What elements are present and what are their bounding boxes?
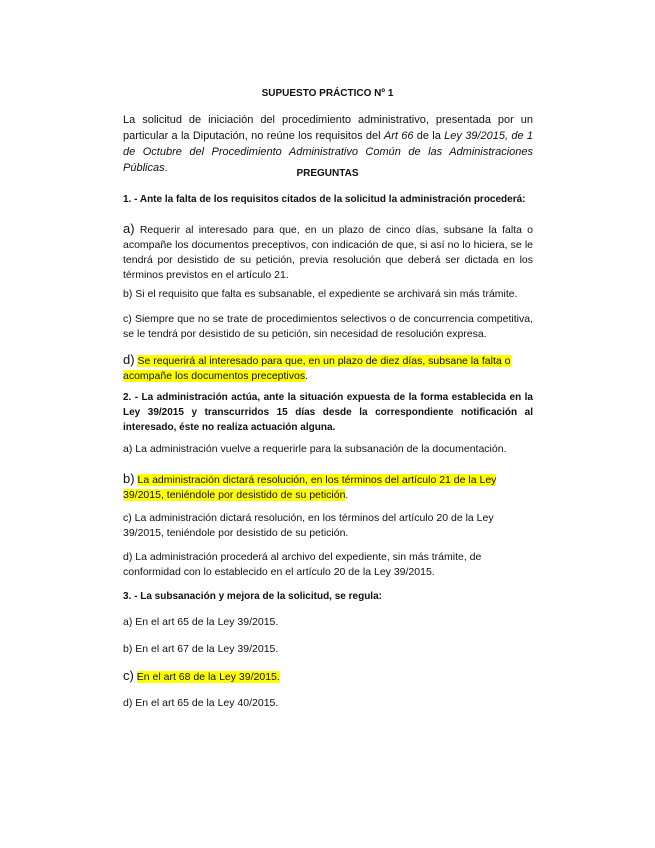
question-1-stem: 1. - Ante la falta de los requisitos citados de la solicitud la administración procederá: bbox=[123, 194, 526, 205]
option-letter: d) bbox=[123, 551, 133, 563]
option-letter: c) bbox=[123, 668, 134, 683]
option-text: Siempre que no se trate de procedimientos selectivos o de concurrencia competitiva, se le tendrá por desistido de su petición, sin necesidad de resolución expresa. bbox=[123, 313, 533, 340]
option-letter: d) bbox=[123, 352, 135, 367]
question-3-option-a bbox=[123, 615, 533, 630]
question-2-stem: 2. - La administración actúa, ante la situación expuesta de la forma establecida en la Ley 39/2015 y transcurridos 15 días desde la correspondiente notificación al interesado, éste no realiza actuación alguna. bbox=[123, 392, 533, 433]
option-letter: b) bbox=[123, 643, 133, 655]
intro-text-2: de la bbox=[413, 130, 445, 142]
option-letter: c) bbox=[123, 313, 132, 325]
intro-paragraph bbox=[123, 112, 533, 176]
option-text: La administración dictará resolución, en los términos del artículo 20 de la Ley 39/2015, teniéndole por desistido de su petición. bbox=[123, 512, 494, 539]
option-letter: a) bbox=[123, 221, 135, 236]
question-3-option-b bbox=[123, 642, 533, 657]
question-2-option-c bbox=[123, 511, 518, 541]
intro-period: . bbox=[164, 162, 168, 174]
highlighted-answer: Se requerirá al interesado para que, en un plazo de diez días, subsane la falta o acompañe los documentos preceptivos bbox=[123, 355, 511, 382]
question-2-option-a bbox=[123, 442, 533, 457]
option-text: La administración procederá al archivo del expediente, sin más trámite, de conformidad con lo establecido en el artículo 20 de la Ley 39/2015. bbox=[123, 551, 482, 578]
option-letter: b) bbox=[123, 288, 133, 300]
question-3-option-c bbox=[123, 668, 533, 685]
option-letter: d) bbox=[123, 697, 133, 709]
question-2-option-b bbox=[123, 471, 518, 503]
option-text: Si el requisito que falta es subsanable, el expediente se archivará sin más trámite. bbox=[135, 288, 518, 300]
section-title: PREGUNTAS bbox=[296, 168, 359, 179]
option-letter: c) bbox=[123, 512, 132, 524]
option-text: En el art 65 de la Ley 39/2015. bbox=[135, 616, 279, 628]
option-text: La administración vuelve a requerirle para la subsanación de la documentación. bbox=[135, 443, 507, 455]
question-1-option-a bbox=[123, 221, 533, 283]
intro-text-1: La solicitud de iniciación del procedimiento administrativo, presentada por un particular a la Diputación, no reúne los requisitos del bbox=[123, 114, 533, 142]
option-letter: a) bbox=[123, 443, 133, 455]
intro-law-title: , de 1 de Octubre del Procedimiento Administrativo Común de las Administraciones Públicas bbox=[123, 130, 533, 174]
question-3-stem: 3. - La subsanación y mejora de la solicitud, se regula: bbox=[123, 591, 382, 602]
option-text: En el art 67 de la Ley 39/2015. bbox=[135, 643, 279, 655]
question-2-option-d bbox=[123, 550, 518, 580]
question-1-option-d bbox=[123, 352, 533, 384]
question-1-option-b bbox=[123, 287, 533, 302]
document-title: SUPUESTO PRÁCTICO Nº 1 bbox=[261, 88, 394, 99]
option-letter: b) bbox=[123, 471, 135, 486]
intro-article-ref: Art 66 bbox=[383, 130, 414, 142]
highlighted-answer: En el art 68 de la Ley 39/2015. bbox=[136, 671, 280, 683]
option-letter: a) bbox=[123, 616, 133, 628]
option-tail: . bbox=[345, 489, 349, 501]
highlighted-answer: La administración dictará resolución, en los términos del artículo 21 de la Ley 39/2015, teniéndole por desistido de su petición bbox=[123, 474, 497, 501]
question-1-option-c bbox=[123, 312, 533, 342]
option-text: En el art 65 de la Ley 40/2015. bbox=[135, 697, 279, 709]
option-tail: . bbox=[305, 370, 309, 382]
option-text: Requerir al interesado para que, en un plazo de cinco días, subsane la falta o acompañe los documentos preceptivos, con indicación de que, si así no lo hiciera, se le tendrá por desistido de su petición, previa resolución que deberá ser dictada en los términos previstos en el artículo 21. bbox=[123, 224, 533, 281]
question-3-option-d bbox=[123, 696, 533, 711]
intro-law-ref: Ley 39/2015 bbox=[444, 130, 505, 142]
